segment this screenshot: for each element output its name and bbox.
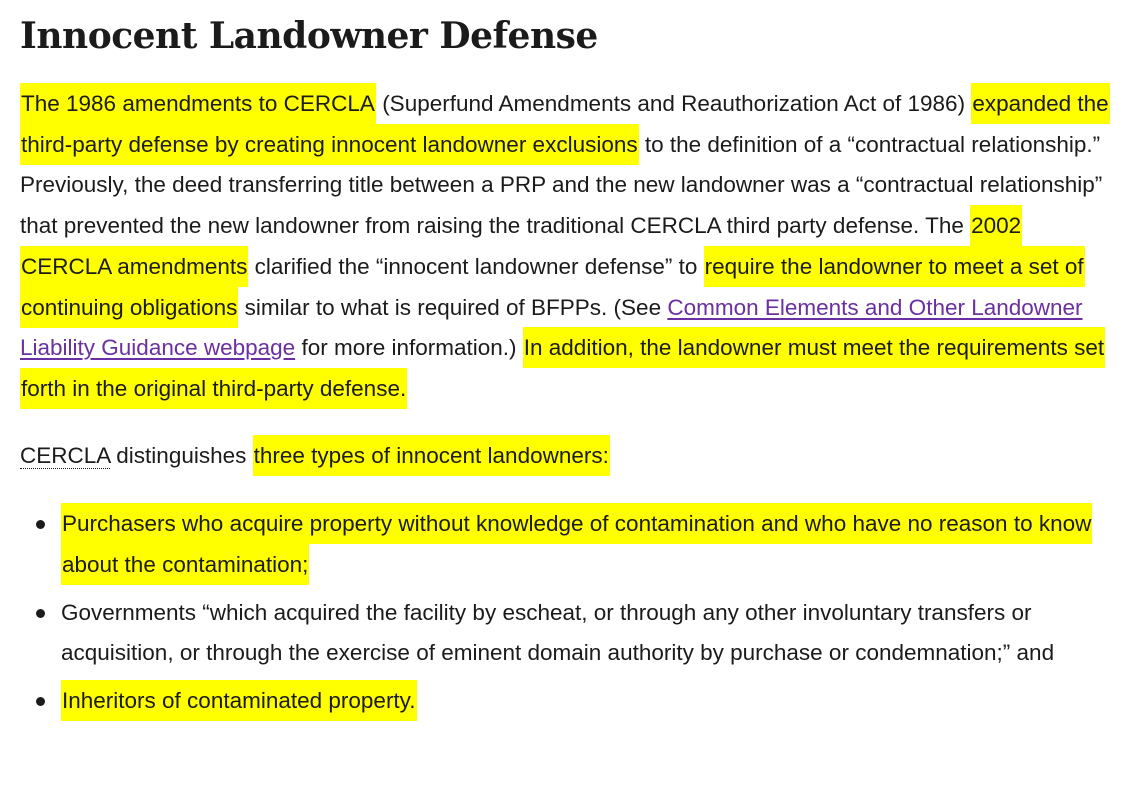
cercla-abbreviation[interactable]: CERCLA [20,442,111,468]
text-contractual-relationship: to the definition of a “contractual relationship.” Previously, the deed transferring title between a PRP and the new landowner was a “contractual relationship” that prevented the new landowner from raising the traditional CERCLA third party defense. The [20,131,1103,239]
highlight-inheritors: Inheritors of contaminated property. [61,680,417,721]
text-clarified-defense: clarified the “innocent landowner defense” to [248,253,704,279]
paragraph-innocent-landowner [20,84,1115,410]
page-title: Innocent Landowner Defense [20,15,598,57]
highlight-three-types: three types of innocent landowners: [253,435,610,476]
text-more-information: for more information.) [295,335,523,361]
text-distinguishes: distinguishes [110,442,253,468]
highlight-1986-amendments: The 1986 amendments to CERCLA [20,83,376,124]
common-elements-guidance-link[interactable]: Common Elements and Other Landowner Liability Guidance webpage [20,294,1083,361]
paragraph-three-types [20,436,1115,477]
list-item [20,593,1115,674]
list-item [20,504,1115,585]
document-page [20,0,1115,729]
bullet-icon [36,520,45,529]
highlight-purchasers: Purchasers who acquire property without knowledge of contamination and who have no reason to know about the contamination; [61,503,1092,585]
highlight-expanded-defense: expanded the third-party defense by creating innocent landowner exclusions [20,83,1110,165]
list-item [20,681,1115,722]
innocent-landowner-types-list [20,504,1115,722]
bullet-icon [36,609,45,618]
highlight-2002-amendments: 2002 CERCLA amendments [20,205,1022,287]
highlight-original-requirements: In addition, the landowner must meet the requirements set forth in the original third-party defense. [20,327,1105,409]
bullet-icon [36,697,45,706]
highlight-continuing-obligations: require the landowner to meet a set of continuing obligations [20,246,1085,328]
text-similar-bfpps: similar to what is required of BFPPs. (See [238,294,668,320]
text-sara-act: (Superfund Amendments and Reauthorization Act of 1986) [375,91,972,116]
text-governments: Governments “which acquired the facility by escheat, or through any other involuntary transfers or acquisition, or through the exercise of eminent domain authority by purchase or condemnation;” and [61,599,1055,666]
